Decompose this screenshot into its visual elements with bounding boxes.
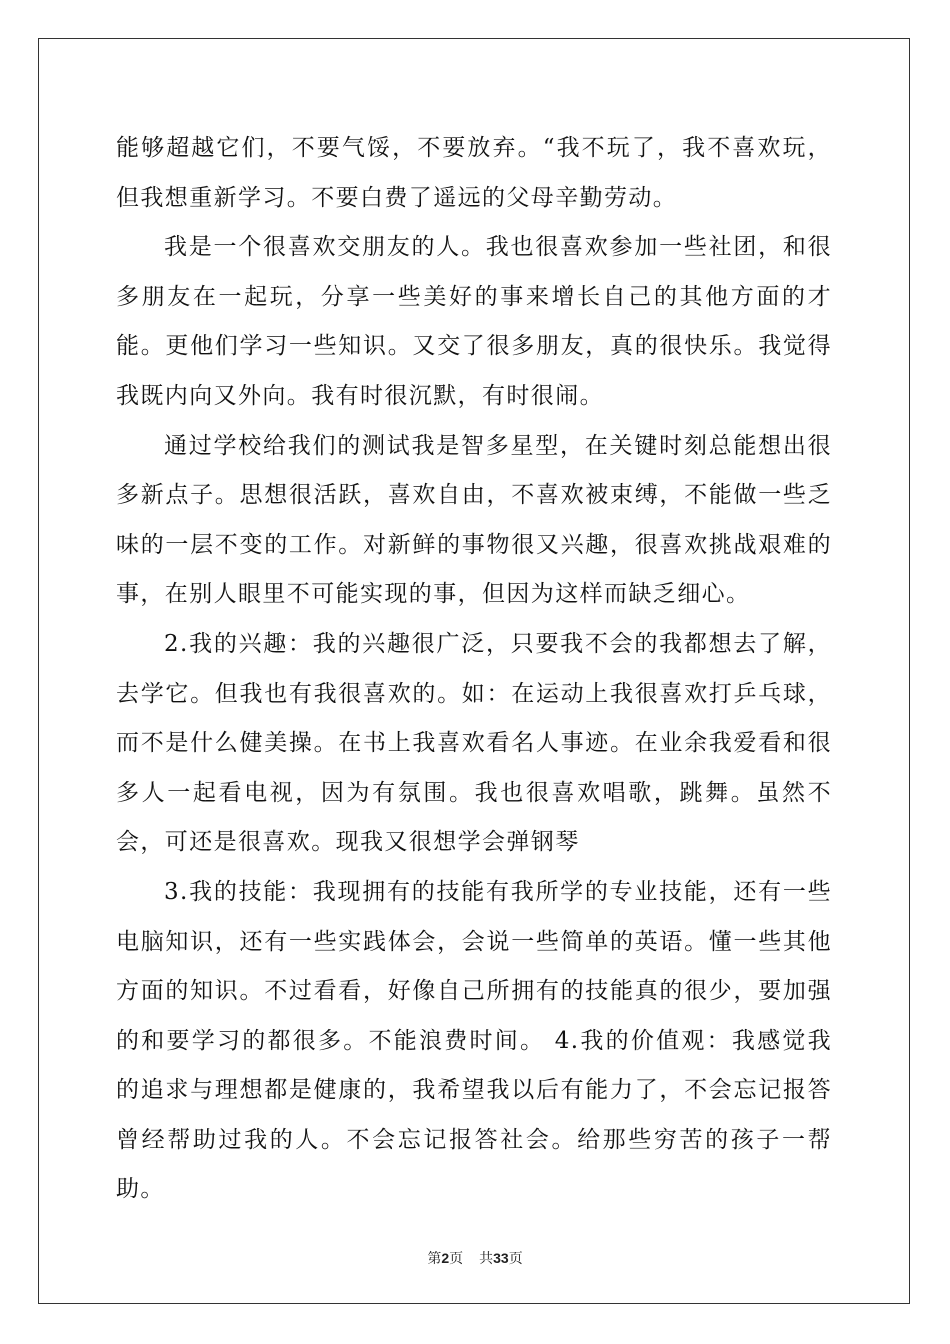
paragraph-2: 我是一个很喜欢交朋友的人。我也很喜欢参加一些社团，和很多朋友在一起玩，分享一些美好的事来增长自己的其他方面的才能。更他们学习一些知识。又交了很多朋友，真的很快乐。我觉得我既内向又外向。我有时很沉默，有时很闹。: [116, 234, 832, 409]
paragraph-5: 3.我的技能：我现拥有的技能有我所学的专业技能，还有一些电脑知识，还有一些实践体会，会说一些简单的英语。懂一些其他方面的知识。不过看看，好像自己所拥有的技能真的很少，要加强的和要学习的都很多。不能浪费时间。 4.我的价值观：我感觉我的追求与理想都是健康的，我希望我以后有能力了，不会忘记报答曾经帮助过我的人。不会忘记报答社会。给那些穷苦的孩子一帮助。: [116, 878, 832, 1203]
paragraph-4: 2.我的兴趣：我的兴趣很广泛，只要我不会的我都想去了解，去学它。但我也有我很喜欢的。如：在运动上我很喜欢打乒乓球，而不是什么健美操。在书上我喜欢看名人事迹。在业余我爱看和很多人一起看电视，因为有氛围。我也很喜欢唱歌，跳舞。虽然不会，可还是很喜欢。现我又很想学会弹钢琴: [116, 630, 832, 856]
total-prefix: 共: [479, 1251, 494, 1267]
total-suffix: 页: [508, 1251, 523, 1267]
page-number: 2: [441, 1250, 450, 1266]
paragraph-1: 能够超越它们，不要气馁，不要放弃。“我不玩了，我不喜欢玩，但我想重新学习。不要白费了遥远的父母辛勤劳动。: [116, 135, 832, 211]
document-body: [116, 124, 832, 1215]
page-footer: [0, 1248, 950, 1268]
total-pages: 33: [493, 1250, 509, 1266]
page-prefix: 第: [427, 1251, 442, 1267]
page-suffix: 页: [449, 1251, 464, 1267]
paragraph-3: 通过学校给我们的测试我是智多星型，在关键时刻总能想出很多新点子。思想很活跃，喜欢自由，不喜欢被束缚，不能做一些乏味的一层不变的工作。对新鲜的事物很又兴趣，很喜欢挑战艰难的事，在别人眼里不可能实现的事，但因为这样而缺乏细心。: [116, 432, 832, 608]
